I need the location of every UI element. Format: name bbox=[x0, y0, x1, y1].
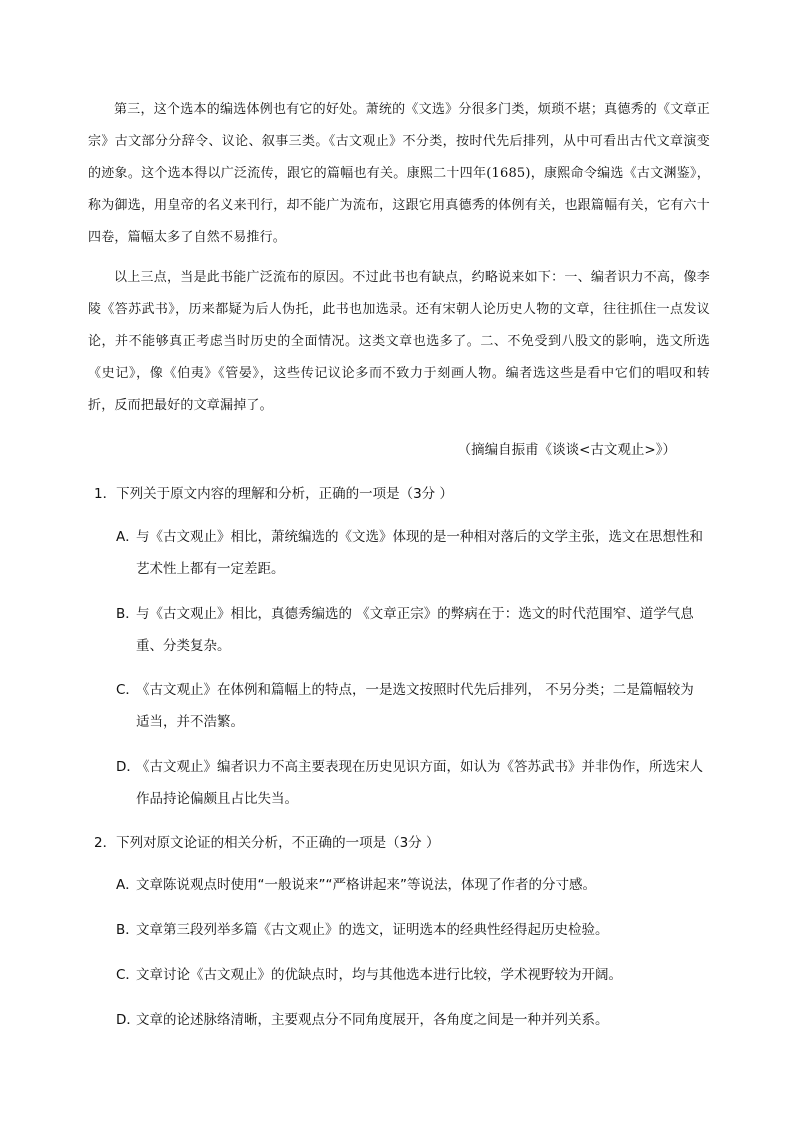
question-1-option-d bbox=[116, 751, 706, 815]
option-text: 《古文观止》在体例和篇幅上的特点，一是选文按照时代先后排列， 不另分类；二是篇幅较为适当，并不浩繁。 bbox=[136, 682, 694, 730]
question-1-option-a bbox=[116, 521, 706, 585]
option-text: 与《古文观止》相比，真德秀编选的 《文章正宗》的弊病在于：选文的时代范围窄、道学气息重、分类复杂。 bbox=[136, 606, 694, 654]
option-letter: D． bbox=[116, 759, 140, 775]
question-2-option-b bbox=[116, 914, 706, 946]
question-1-option-c bbox=[116, 674, 706, 738]
option-letter: D． bbox=[116, 1012, 140, 1028]
passage-paragraph-4: 以上三点，当是此书能广泛流布的原因。不过此书也有缺点，约略说来如下：一、编者识力不高，像李陵《答苏武书》，历来都疑为后人伪托，此书也加选录。还有宋朝人论历史人物的文章，往往抓住一点发议论，并不能够真正考虑当时历史的全面情况。这类文章也选多了。二、不免受到八股文的影响，选文所选《史记》，像《伯夷》《管晏》，这些传记议论多而不致力于刻画人物。编者选这些是看中它们的唱叹和转折，反而把最好的文章漏掉了。 bbox=[88, 270, 710, 413]
passage-source: （摘编自振甫《谈谈<古文观止>》） bbox=[457, 442, 676, 458]
option-letter: C． bbox=[116, 682, 139, 698]
option-letter: C． bbox=[116, 967, 139, 983]
question-1-stem: 1．下列关于原文内容的理解和分析，正确的一项是（3分 ） bbox=[94, 486, 453, 502]
question-2-option-c bbox=[116, 959, 706, 991]
option-letter: A． bbox=[116, 529, 139, 545]
option-text: 文章的论述脉络清晰，主要观点分不同角度展开，各角度之间是一种并列关系。 bbox=[136, 1012, 609, 1028]
question-2-option-a bbox=[116, 869, 706, 901]
option-letter: B． bbox=[116, 922, 139, 938]
passage-paragraph-3: 第三，这个选本的编选体例也有它的好处。萧统的《文选》分很多门类，烦琐不堪；真德秀的《文章正宗》古文部分分辞令、议论、叙事三类。《古文观止》不分类，按时代先后排列，从中可看出古代文章演变的迹象。这个选本得以广泛流传，跟它的篇幅也有关。康熙二十四年(1685)，康熙命令编选《古文渊鉴》，称为御选，用皇帝的名义来刊行，却不能广为流布，这跟它用真德秀的体例有关，也跟篇幅有关，它有六十四卷，篇幅太多了自然不易推行。 bbox=[88, 102, 710, 245]
option-text: 与《古文观止》相比，萧统编选的《文选》体现的是一种相对落后的文学主张，选文在思想性和艺术性上都有一定差距。 bbox=[136, 529, 703, 577]
option-text: 文章陈说观点时使用“一般说来”“严格讲起来”等说法，体现了作者的分寸感。 bbox=[136, 877, 596, 893]
question-2-stem: 2．下列对原文论证的相关分析，不正确的一项是（3分 ） bbox=[94, 835, 440, 851]
option-letter: A． bbox=[116, 877, 139, 893]
option-text: 文章第三段列举多篇《古文观止》的选文，证明选本的经典性经得起历史检验。 bbox=[136, 922, 609, 938]
question-1-option-b bbox=[116, 598, 706, 662]
question-2-option-d bbox=[116, 1004, 706, 1036]
option-letter: B． bbox=[116, 606, 139, 622]
option-text: 文章讨论《古文观止》的优缺点时，均与其他选本进行比较，学术视野较为开阔。 bbox=[136, 967, 622, 983]
option-text: 《古文观止》编者识力不高主要表现在历史见识方面，如认为《答苏武书》并非伪作，所选宋人作品持论偏颇且占比失当。 bbox=[136, 759, 703, 807]
